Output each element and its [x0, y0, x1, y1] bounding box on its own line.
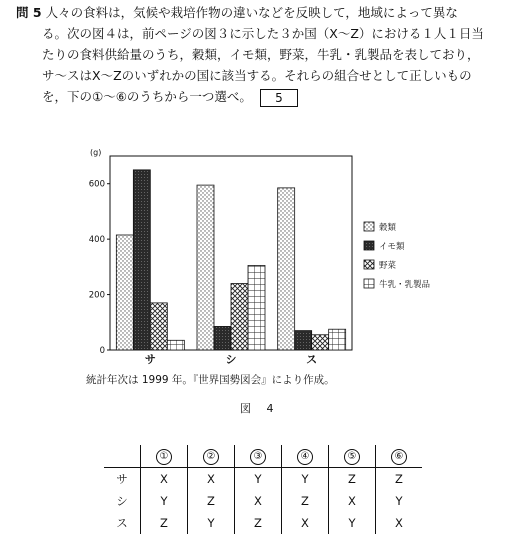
option-4: [282, 445, 329, 468]
figure-caption: 図 4: [240, 402, 280, 415]
option-4-label: ④: [297, 449, 313, 465]
bar: [214, 326, 231, 350]
legend-label: 牛乳・乳製品: [379, 280, 431, 290]
source-note: 統計年次は 1999 年。『世界国勢図会』により作成。: [86, 374, 335, 386]
category-label: サ: [144, 353, 156, 366]
legend-label: イモ類: [379, 242, 405, 252]
bar: [150, 303, 167, 350]
header-corner: [104, 445, 141, 468]
bar-chart: [80, 146, 500, 371]
question-text: [16, 2, 516, 107]
option-3-label: ③: [250, 449, 266, 465]
table-cell: X: [141, 468, 188, 491]
table-cell: Y: [282, 468, 329, 491]
table-cell: X: [235, 490, 282, 512]
bar: [133, 170, 150, 350]
option-6: [376, 445, 423, 468]
table-cell: X: [329, 490, 376, 512]
legend-swatch: [364, 260, 374, 269]
option-1: [141, 445, 188, 468]
table-cell: Y: [235, 468, 282, 491]
y-axis-unit: (g): [90, 148, 102, 157]
y-tick-label: 0: [99, 346, 105, 356]
legend-label: 野菜: [379, 261, 397, 271]
legend-swatch: [364, 222, 374, 231]
y-tick-label: 200: [88, 290, 105, 301]
table-cell: Z: [282, 490, 329, 512]
question-line-2: る。次の図４は，前ページの図３に示した３か国（X～Z）における１人１日当: [42, 26, 484, 41]
table-cell: Z: [329, 468, 376, 491]
bar: [116, 235, 133, 350]
option-5: [329, 445, 376, 468]
table-cell: Y: [141, 490, 188, 512]
row-label: サ: [116, 472, 128, 486]
y-tick-label: 600: [88, 179, 105, 190]
option-2: [188, 445, 235, 468]
table-cell: Z: [376, 468, 423, 491]
answer-box[interactable]: 5: [260, 89, 298, 107]
bar: [295, 331, 312, 350]
table-cell: Y: [376, 490, 423, 512]
legend-label: 穀類: [379, 223, 397, 233]
table-row: [104, 468, 422, 491]
option-2-label: ②: [203, 449, 219, 465]
bar: [312, 335, 329, 350]
bar: [167, 340, 184, 350]
table-cell: X: [376, 512, 423, 534]
bar: [329, 329, 346, 350]
option-1-label: ①: [156, 449, 172, 465]
option-6-label: ⑥: [391, 449, 407, 465]
option-5-label: ⑤: [344, 449, 360, 465]
table-row: [104, 490, 422, 512]
answer-table-header: [104, 445, 422, 468]
table-cell: Y: [188, 512, 235, 534]
category-label: シ: [225, 353, 237, 366]
question-line-5: を，下の①～⑥のうちから一つ選べ。: [42, 89, 252, 104]
table-cell: Z: [188, 490, 235, 512]
bar: [231, 283, 248, 350]
y-tick-label: 400: [88, 235, 105, 246]
table-row: [104, 512, 422, 534]
question-number: 問 5: [16, 5, 42, 20]
table-cell: Z: [141, 512, 188, 534]
category-label: ス: [306, 353, 318, 366]
row-label: ス: [116, 516, 128, 530]
table-cell: Z: [235, 512, 282, 534]
table-cell: X: [282, 512, 329, 534]
option-3: [235, 445, 282, 468]
row-label: シ: [116, 494, 128, 508]
question-line-3: たりの食料供給量のうち，穀類，イモ類，野菜，牛乳・乳製品を表しており，: [42, 47, 480, 62]
bar: [278, 188, 295, 350]
legend-swatch: [364, 241, 374, 250]
question-line-4: サ～スはX～Zのいずれかの国に該当する。それらの組合せとして正しいもの: [42, 68, 472, 83]
bar: [248, 265, 265, 350]
answer-table: [104, 445, 422, 534]
table-cell: X: [188, 468, 235, 491]
question-line-1: 人々の食料は，気候や栽培作物の違いなどを反映して，地域によって異な: [45, 5, 458, 20]
table-cell: Y: [329, 512, 376, 534]
bar: [197, 185, 214, 350]
legend-swatch: [364, 279, 374, 288]
